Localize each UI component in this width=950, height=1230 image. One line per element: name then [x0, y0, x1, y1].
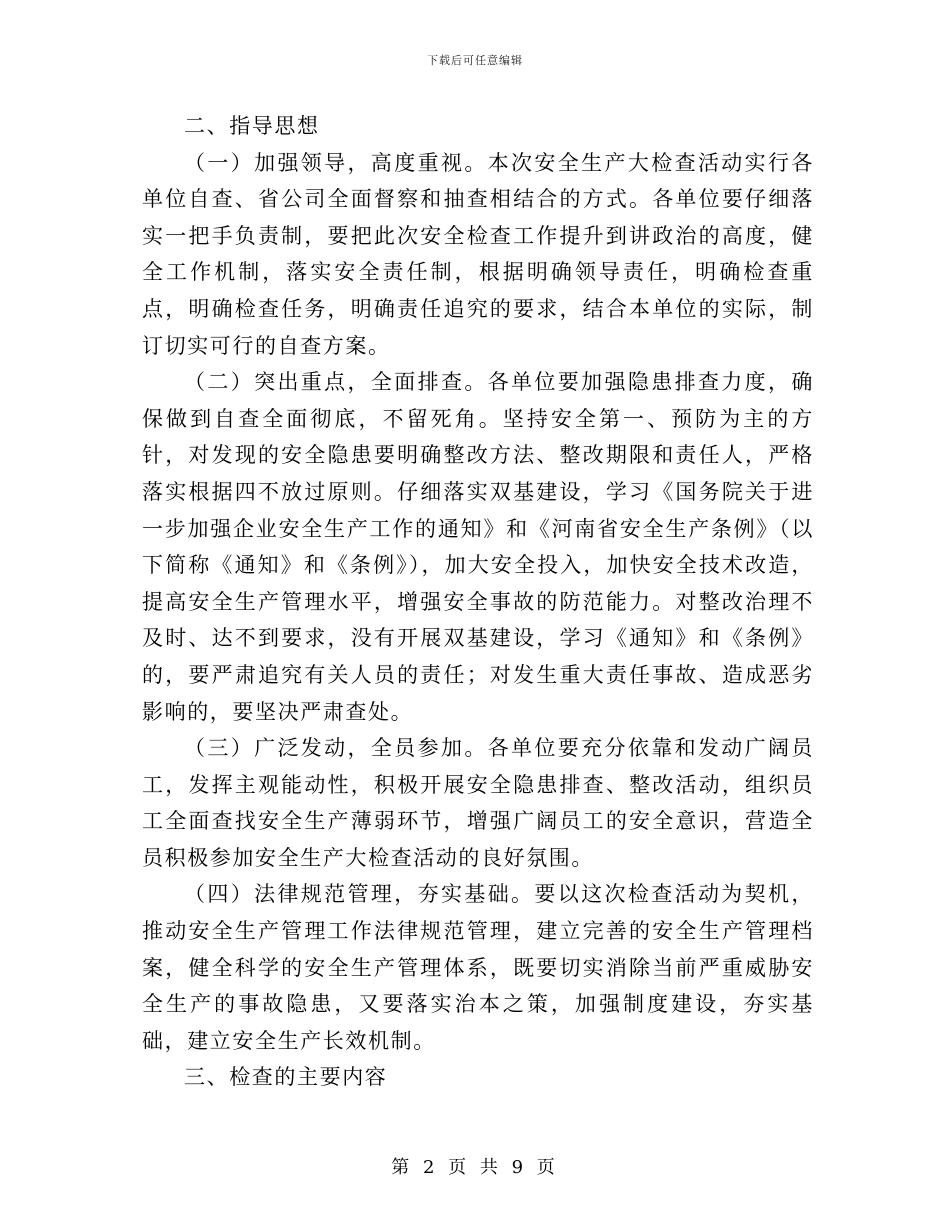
section-heading: 二、指导思想 [184, 114, 320, 138]
section-heading: 三、检查的主要内容 [184, 1065, 388, 1090]
page-number: 第 2 页 共 9 页 [391, 1157, 559, 1178]
paragraph: （三）广泛发动，全员参加。各单位要充分依靠和发动广阔员工，发挥主观能动性，积极开展安全隐患排查、整改活动，组织员工全面查找安全生产薄弱环节，增强广阔员工的安全意识，营造全员积极参加安全生产大检查活动的良好氛围。 [142, 736, 814, 870]
page-header: 下载后可任意编辑 [427, 54, 523, 67]
paragraph: （二）突出重点，全面排查。各单位要加强隐患排查力度，确保做到自查全面彻底，不留死角。坚持安全第一、预防为主的方针，对发现的安全隐患要明确整改方法、整改期限和责任人，严格落实根据四不放过原则。仔细落实双基建设，学习《国务院关于进一步加强企业安全生产工作的通知》和《河南省安全生产条例》（以下简称《通知》和《条例》），加大安全投入，加快安全技术改造，提高安全生产管理水平，增强安全事故的防范能力。对整改治理不及时、达不到要求，没有开展双基建设，学习《通知》和《条例》的，要严肃追究有关人员的责任；对发生重大责任事故、造成恶劣影响的，要坚决严肃查处。 [142, 370, 814, 724]
paragraph: （四）法律规范管理，夯实基础。要以这次检查活动为契机，推动安全生产管理工作法律规范管理，建立完善的安全生产管理档案，健全科学的安全生产管理体系，既要切实消除当前严重威胁安全生产的事故隐患，又要落实治本之策，加强制度建设，夯实基础，建立安全生产长效机制。 [142, 882, 814, 1053]
paragraph: （一）加强领导，高度重视。本次安全生产大检查活动实行各单位自查、省公司全面督察和抽查相结合的方式。各单位要仔细落实一把手负责制，要把此次安全检查工作提升到讲政治的高度，健全工作机制，落实安全责任制，根据明确领导责任，明确检查重点，明确检查任务，明确责任追究的要求，结合本单位的实际，制订切实可行的自查方案。 [142, 150, 814, 358]
document-body [142, 108, 814, 1096]
